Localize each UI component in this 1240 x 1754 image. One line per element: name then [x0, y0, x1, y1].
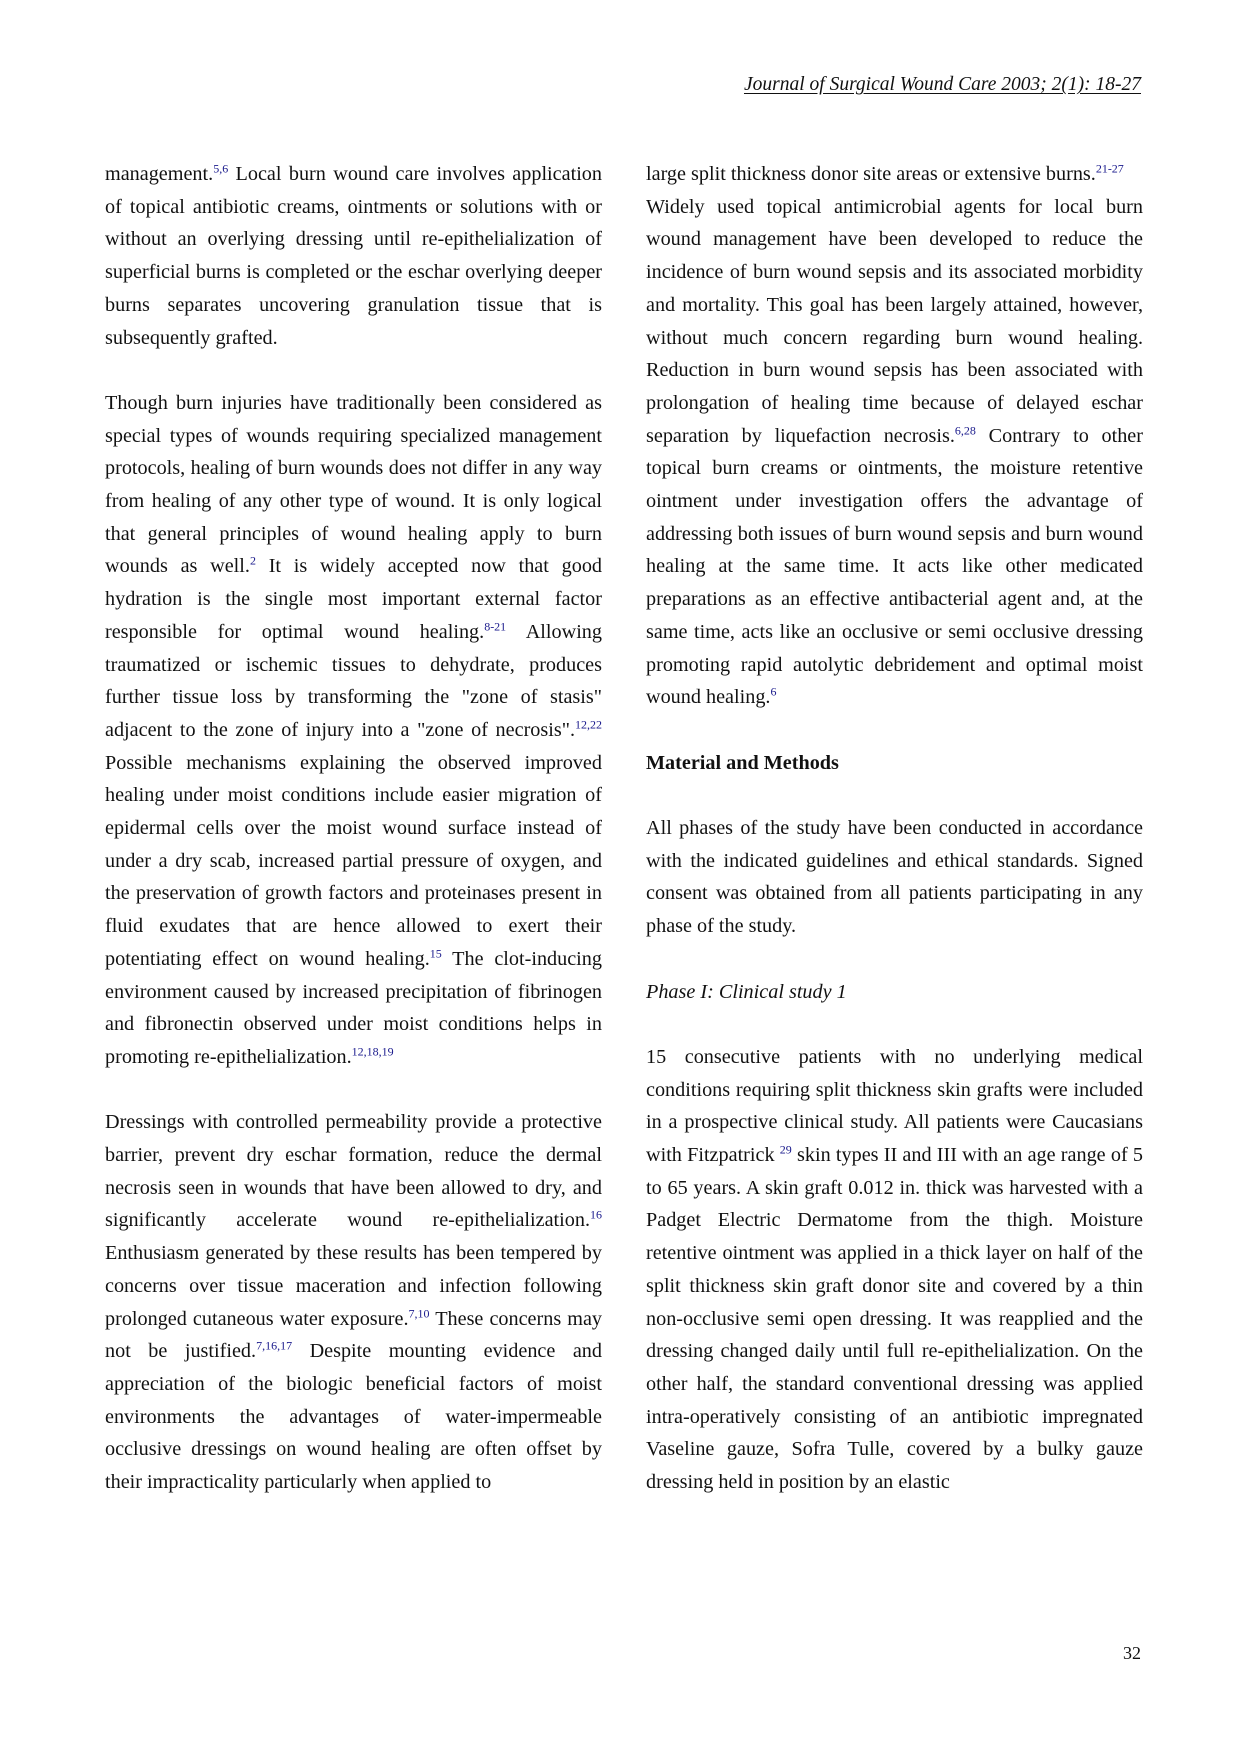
citation-superscript: 8-21 [484, 619, 507, 634]
journal-reference: Journal of Surgical Wound Care 2003; 2(1): 18-27 [743, 74, 1141, 95]
text-run: It is widely accepted now that good hydration is the single most important external factor responsible for optimal wound healing. [105, 555, 603, 643]
text-run: Though burn injuries have traditionally been considered as special types of wounds requiring specialized management protocols, healing of burn wounds does not differ in any way from healing of any other type of wound. It is only logical that general principles of wound healing apply to burn wounds as well. [105, 391, 602, 578]
citation-superscript: 29 [779, 1142, 792, 1157]
citation-superscript: 15 [429, 946, 442, 961]
right-column [646, 158, 1143, 1499]
page-number: 32 [1123, 1643, 1141, 1663]
text-run: Dressings with controlled permeability provide a protective barrier, prevent dry eschar formation, reduce the dermal necrosis seen in wounds that have been allowed to dry, and significantly accelerate wound re-epithelialization. [105, 1111, 602, 1232]
text-run: Allowing traumatized or ischemic tissues to dehydrate, produces further tissue loss by transforming the "zone of stasis" adjacent to the zone of injury into a "zone of necrosis". [105, 620, 602, 741]
paragraph [105, 387, 602, 1074]
paragraph [105, 158, 602, 354]
text-run: Possible mechanisms explaining the observed improved healing under moist conditions include easier migration of epidermal cells over the moist wound surface instead of under a dry scab, increased partial pressure of oxygen, and the preservation of growth factors and proteinases present in fluid exudates that are hence allowed to exert their potentiating effect on wound healing. [105, 751, 602, 970]
section-heading: Material and Methods [646, 751, 839, 774]
subsection-heading: Phase I: Clinical study 1 [646, 980, 847, 1003]
citation-superscript: 21-27 [1095, 161, 1124, 176]
text-run: management. [105, 163, 214, 185]
text-run: skin types II and III with an age range of 5 to 65 years. A skin graft 0.012 in. thick was harvested with a Padget Electric Dermatome from the thigh. Moisture retentive ointment was applied in a thick layer on half of the split thickness skin graft donor site and covered by a thin non-occlusive semi open dressing. It was reapplied and the dressing changed daily until full re-epithelialization. On the other half, the standard conventional dressing was applied intra-operatively consisting of an antibiotic impregnated Vaseline gauze, Sofra Tulle, covered by a bulky gauze dressing held in position by an elastic [646, 1144, 1143, 1494]
text-run: Contrary to other topical burn creams or ointments, the moisture retentive ointment under investigation offers the advantage of addressing both issues of burn wound sepsis and burn wound healing at the same time. It acts like other medicated preparations as an effective antibacterial agent and, at the same time, acts like an occlusive or semi occlusive dressing promoting rapid autolytic debridement and optimal moist wound healing. [646, 424, 1143, 709]
text-run: Widely used topical antimicrobial agents for local burn wound management have been developed to reduce the incidence of burn wound sepsis and its associated morbidity and mortality. This goal has been largely attained, however, without much concern regarding burn wound healing. Reduction in burn wound sepsis has been associated with prolongation of healing time because of delayed eschar separation by liquefaction necrosis. [646, 195, 1143, 447]
citation-superscript: 12,18,19 [351, 1044, 394, 1059]
text-run: large split thickness donor site areas or extensive burns. [646, 163, 1096, 185]
left-column [105, 158, 602, 1499]
citation-superscript: 6 [770, 684, 777, 699]
citation-superscript: 7,16,17 [256, 1338, 293, 1353]
text-run: All phases of the study have been conducted in accordance with the indicated guidelines and ethical standards. Signed consent was obtained from all patients participating in any phase of the study. [646, 817, 1143, 938]
paragraph [646, 191, 1143, 714]
citation-superscript: 12,22 [575, 717, 602, 732]
text-run: Enthusiasm generated by these results has been tempered by concerns over tissue maceration and infection following prolonged cutaneous water exposure. [105, 1242, 602, 1330]
citation-superscript: 5,6 [213, 161, 229, 176]
citation-superscript: 16 [590, 1207, 602, 1222]
text-run: These concerns may not be justified. [105, 1307, 602, 1363]
text-run: Despite mounting evidence and appreciation of the biologic beneficial factors of moist environments the advantages of water-impermeable occlusive dressings on wound healing are often offset by their impracticality particularly when applied to [105, 1340, 602, 1494]
paragraph [646, 1041, 1143, 1499]
text-run: The clot-inducing environment caused by increased precipitation of fibrinogen and fibronectin observed under moist conditions helps in promoting re-epithelialization. [105, 947, 602, 1068]
text-run: Local burn wound care involves application of topical antibiotic creams, ointments or solutions with or without an overlying dressing until re-epithelialization of superficial burns is completed or the eschar overlying deeper burns separates uncovering granulation tissue that is subsequently grafted. [105, 163, 602, 349]
text-run: 15 consecutive patients with no underlying medical conditions requiring split thickness skin grafts were included in a prospective clinical study. All patients were Caucasians with Fitzpatrick [646, 1045, 1143, 1167]
paragraph [646, 158, 1143, 191]
paragraph [646, 812, 1143, 943]
citation-superscript: 6,28 [954, 422, 976, 437]
paragraph [105, 1106, 602, 1498]
citation-superscript: 2 [249, 553, 256, 568]
paragraph-spacer [105, 354, 602, 387]
citation-superscript: 7,10 [408, 1305, 430, 1320]
